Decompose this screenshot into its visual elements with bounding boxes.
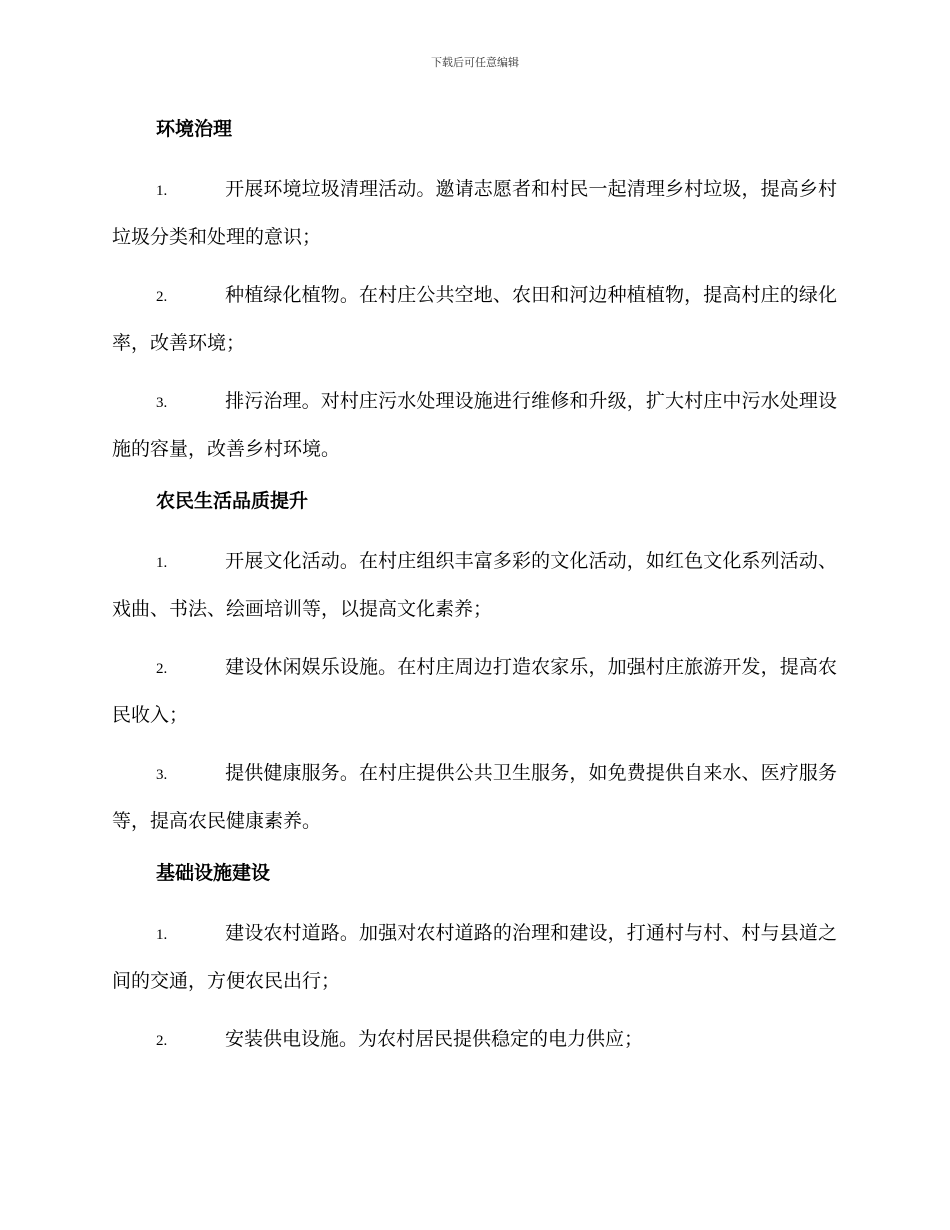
item-number: 2.	[156, 289, 168, 305]
item-text: 开展文化活动。在村庄组织丰富多彩的文化活动，如红色文化系列活动、戏曲、书法、绘画培训等，以提高文化素养；	[112, 550, 837, 620]
section-heading: 环境治理	[156, 118, 233, 140]
section-heading: 农民生活品质提升	[156, 490, 309, 512]
item-number: 2.	[156, 1033, 168, 1049]
item-text: 安装供电设施。为农村居民提供稳定的电力供应；	[225, 1028, 644, 1050]
item-number: 1.	[156, 183, 168, 199]
item-text: 排污治理。对村庄污水处理设施进行维修和升级，扩大村庄中污水处理设施的容量，改善乡村环境。	[112, 390, 837, 460]
item-number: 1.	[156, 927, 168, 943]
list-item	[112, 910, 837, 1004]
item-number: 3.	[156, 395, 168, 411]
item-text: 种植绿化植物。在村庄公共空地、农田和河边种植植物，提高村庄的绿化率，改善环境；	[112, 284, 837, 354]
document-body	[112, 112, 837, 1076]
section-environment	[112, 112, 837, 472]
item-text: 开展环境垃圾清理活动。邀请志愿者和村民一起清理乡村垃圾，提高乡村垃圾分类和处理的意识；	[112, 178, 837, 248]
list-item	[112, 272, 837, 366]
list-item	[112, 166, 837, 260]
section-life-quality	[112, 484, 837, 844]
item-number: 3.	[156, 767, 168, 783]
section-infrastructure	[112, 856, 837, 1064]
item-number: 1.	[156, 555, 168, 571]
list-item	[112, 538, 837, 632]
list-item	[112, 750, 837, 844]
item-number: 2.	[156, 661, 168, 677]
list-item	[112, 1016, 837, 1064]
list-item	[112, 644, 837, 738]
item-text: 建设农村道路。加强对农村道路的治理和建设，打通村与村、村与县道之间的交通，方便农民出行；	[112, 922, 837, 992]
list-item	[112, 378, 837, 472]
section-heading: 基础设施建设	[156, 862, 271, 884]
item-text: 建设休闲娱乐设施。在村庄周边打造农家乐，加强村庄旅游开发，提高农民收入；	[112, 656, 837, 726]
page-header: 下载后可任意编辑	[431, 56, 519, 69]
item-text: 提供健康服务。在村庄提供公共卫生服务，如免费提供自来水、医疗服务等，提高农民健康素养。	[112, 762, 837, 832]
